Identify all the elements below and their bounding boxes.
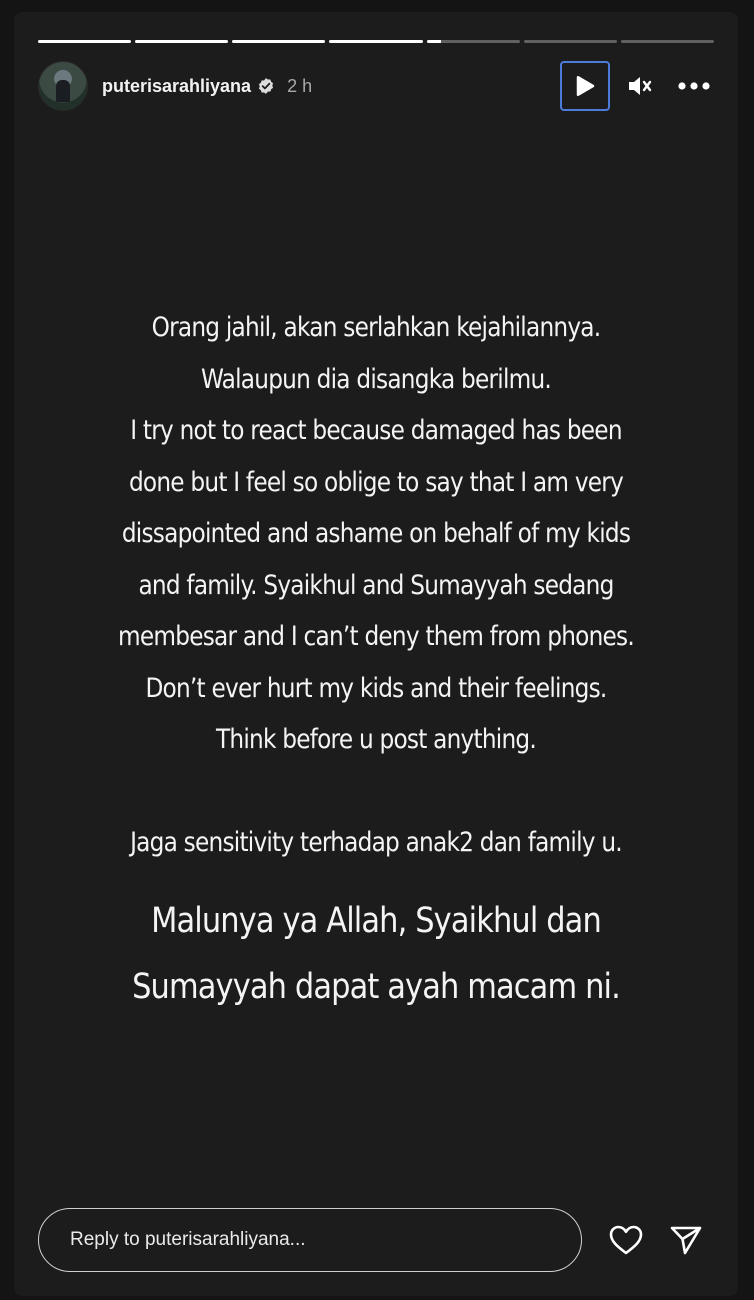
story-text-line: Think before u post anything. [215, 724, 536, 755]
play-icon [574, 74, 596, 98]
story-emphasis-line: Malunya ya Allah, Syaikhul dan [151, 901, 601, 941]
story-text-line: done but I feel so oblige to say that I am very [128, 466, 624, 498]
send-icon [669, 1224, 703, 1256]
mute-button[interactable] [620, 66, 660, 106]
story-text-line: Jaga sensitivity terhadap anak2 dan family u. [130, 826, 622, 858]
story-viewer[interactable] [14, 12, 738, 1296]
story-emphasis-line: Sumayyah dapat ayah macam ni. [132, 967, 620, 1007]
progress-segment [38, 40, 131, 43]
share-button[interactable] [666, 1220, 706, 1260]
reply-input[interactable] [38, 1208, 582, 1272]
story-header [38, 62, 714, 110]
progress-segment [427, 40, 520, 43]
play-button[interactable] [560, 61, 610, 111]
more-options-button[interactable] [674, 66, 714, 106]
more-horizontal-icon [678, 82, 710, 90]
story-text-line: Walaupun dia disangka berilmu. [200, 363, 552, 395]
story-progress-bar [38, 40, 714, 43]
progress-segment [329, 40, 422, 43]
heart-icon [608, 1224, 644, 1256]
username[interactable]: puterisarahliyana [102, 75, 252, 96]
reply-placeholder: Reply to puterisarahliyana... [70, 1229, 306, 1250]
story-text-line: Orang jahil, akan serlahkan kejahilannya. [151, 312, 601, 343]
story-text-line: I try not to react because damaged has been [130, 415, 622, 446]
story-text-line: membesar and I can’t deny them from phones. [118, 621, 634, 652]
story-text-line: dissapointed and ashame on behalf of my kids [121, 518, 631, 549]
progress-segment [135, 40, 228, 43]
progress-segment [621, 40, 714, 43]
story-controls [560, 61, 714, 111]
story-text-line: and family. Syaikhul and Sumayyah sedang [138, 569, 614, 601]
post-time: 2 h [287, 75, 313, 96]
like-button[interactable] [606, 1220, 646, 1260]
speaker-muted-icon [627, 74, 653, 98]
avatar[interactable] [38, 61, 88, 111]
spacer [14, 766, 738, 817]
verified-badge-icon [257, 77, 275, 95]
story-text-line: Don’t ever hurt my kids and their feelings. [145, 672, 607, 704]
progress-segment [232, 40, 325, 43]
story-text-content [14, 302, 738, 1020]
story-footer [38, 1207, 714, 1273]
progress-segment [524, 40, 617, 43]
